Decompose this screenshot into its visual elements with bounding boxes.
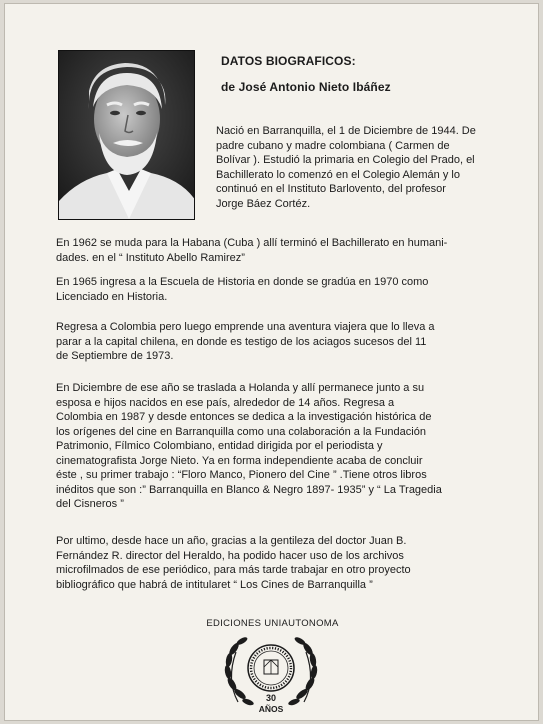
text-line: En Diciembre de ese año se traslada a Holanda y allí permanece junto a su (56, 382, 425, 394)
text-line: parar a la capital chilena, en donde es testigo de los aciagos sucesos del 11 (56, 335, 427, 348)
publisher-name: EDICIONES UNIAUTONOMA (206, 618, 339, 629)
paragraph-heraldo (56, 534, 516, 592)
text-line: En 1965 ingresa a la Escuela de Historia en donde se gradúa en 1970 como (56, 276, 429, 288)
text-line: inéditos que son :” Barranquilla en Blanco & Negro 1897- 1935” y “ La Tragedia (56, 483, 442, 496)
text-line: Bolívar ). Estudió la primaria en Colegio del Prado, el (216, 154, 475, 166)
document-page (4, 3, 539, 721)
text-line: Colombia en 1987 y desde entonces se dedica a la investigación histórica de (56, 411, 432, 423)
biography-subtitle: de José Antonio Nieto Ibáñez (221, 80, 391, 94)
text-line: Fernández R. director del Heraldo, ha podido hacer uso de los archivos (56, 549, 404, 562)
text-line: Jorge Báez Cortéz. (216, 197, 311, 210)
university-laurel-seal-logo (216, 632, 326, 718)
text-line: continuó en el Instituto Barlovento, del profesor (216, 183, 446, 195)
anniversary-number: 30 (265, 693, 277, 703)
text-line: En 1962 se muda para la Habana (Cuba ) allí terminó el Bachillerato en humani- (56, 237, 448, 249)
text-line: Patrimonio, Fílmico Colombiano, entidad dirigida por el periodista y (56, 440, 383, 452)
seal-icon (248, 645, 294, 691)
biography-title: DATOS BIOGRAFICOS: (221, 54, 356, 68)
text-line: Por ultimo, desde hace un año, gracias a la gentileza del doctor Juan B. (56, 535, 407, 547)
text-line: bibliográfico que habrá de intitularet “ Los Cines de Barranquilla ” (56, 578, 373, 591)
text-line: cinematografista Jorge Nieto. Ya en forma independiente acaba de concluir (56, 454, 423, 467)
text-line: los orígenes del cine en Barranquilla como una colaboración a la Fundación (56, 425, 426, 438)
paragraph-habana (56, 236, 516, 265)
intro-paragraph (216, 124, 512, 211)
text-line: Bachillerato lo comenzó en el Colegio Alemán y lo (216, 168, 460, 181)
text-line: éste , su primer trabajo : “Floro Manco, Pionero del Cine ” .Tiene otros libros (56, 469, 427, 481)
paragraph-chile (56, 320, 516, 364)
text-line: Licenciado en Historia. (56, 290, 168, 303)
paragraph-holanda (56, 381, 516, 512)
author-portrait-photo (58, 50, 195, 220)
text-line: microfilmados de ese periódico, para más tarde trabajar en otro proyecto (56, 564, 411, 576)
text-line: Regresa a Colombia pero luego emprende una aventura viajera que lo lleva a (56, 321, 435, 333)
text-line: padre cubano y madre colombiana ( Carmen de (216, 139, 450, 152)
text-line: esposa e hijos nacidos en ese país, alrededor de 14 años. Regresa a (56, 396, 395, 409)
text-line: de Septiembre de 1973. (56, 350, 174, 362)
text-line: dades. en el “ Instituto Abello Ramirez” (56, 251, 245, 264)
text-line: Nació en Barranquilla, el 1 de Diciembre de 1944. De (216, 125, 476, 137)
anniversary-word: AÑOS (258, 704, 284, 714)
text-line: del Cisneros ” (56, 498, 124, 510)
paragraph-historia (56, 275, 516, 304)
